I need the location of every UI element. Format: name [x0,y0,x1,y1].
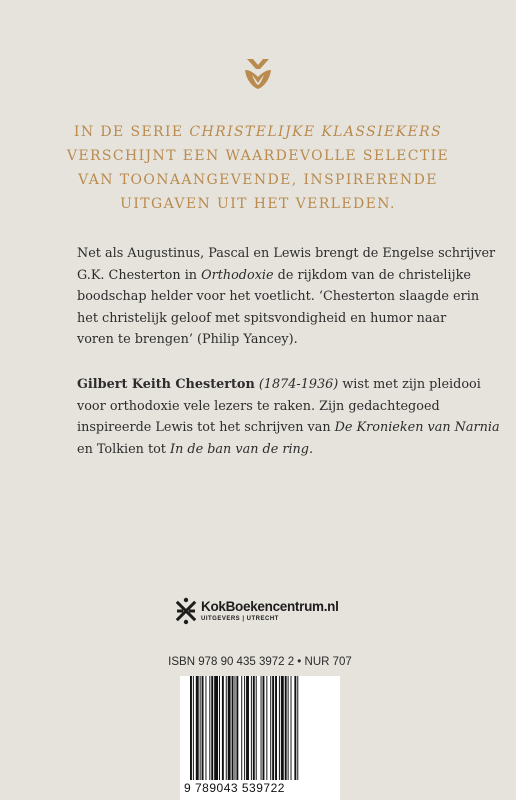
intro-line-3: VAN TOONAANGEVENDE, INSPIRERENDE [78,172,438,188]
barcode-bar [211,676,213,780]
barcode-bar [266,676,267,780]
barcode-bar [246,676,249,780]
book-title: Orthodoxie [201,267,274,283]
barcode-bar [200,676,201,780]
barcode-bar [209,676,210,780]
barcode-bar [219,676,220,780]
barcode-bar [263,676,265,780]
barcode-bar [270,676,271,780]
barcode-bar [241,676,242,780]
barcode-bar [232,676,234,780]
barcode-bars [190,676,335,786]
barcode-bar [285,676,287,780]
publisher-name: KokBoekencentrum.nl [201,599,339,614]
author-name: Gilbert Keith Chesterton [77,377,255,392]
publisher-logo [175,596,355,632]
intro-line-2: VERSCHIJNT EEN WAARDEVOLLE SELECTIE [66,148,450,164]
barcode-bar [261,676,262,780]
barcode-bar [234,676,235,780]
barcode-bar [256,676,257,780]
barcode-bar [196,676,199,780]
barcode-bar [275,676,277,780]
barcode-bar [228,676,231,780]
blurb-paragraph-2: Gilbert Keith Chesterton (1874-1936) wist met zijn pleidooi voor orthodoxie vele lezers te raken. Zijn gedachtegoed inspireerde Lewis tot het schrijven van De Kronieken van Narnia en Tolkien tot In de ban van de ring. [77,377,500,457]
kokboekencentrum-logo-icon [175,596,197,626]
barcode-bar [226,676,227,780]
barcode-bar [281,676,284,780]
barcode-bar [297,676,298,780]
barcode-bar [253,676,255,780]
barcode [180,676,340,800]
barcode-digits: 9 789043 539722 [184,781,285,795]
publisher-location: UITGEVERS | UTRECHT [201,616,279,622]
series-name: CHRISTELIJKE KLASSIEKERS [189,124,443,140]
barcode-bar [205,676,206,780]
barcode-bar [288,676,289,780]
barcode-bar [244,676,245,780]
isbn-nur-line: ISBN 978 90 435 3972 2 • NUR 707 [168,656,352,668]
barcode-bar [190,676,192,780]
barcode-bar [279,676,280,780]
barcode-bar [294,676,296,780]
ornament-icon [242,55,274,91]
barcode-bar [251,676,252,780]
intro-line-1: IN DE SERIE CHRISTELIJKE KLASSIEKERS [73,124,443,140]
series-intro [60,120,456,216]
intro-line-4: UITGAVEN UIT HET VERLEDEN. [120,196,396,212]
barcode-bar [214,676,218,780]
blurb-paragraph-1: Net als Augustinus, Pascal en Lewis brengt de Engelse schrijver G.K. Chesterton in Orthodoxie de rijkdom van de christelijke boodschap helder voor het voetlicht. ‘Chesterton slaagde erin het christelijk geloof met spitsvondigheid en humor naar voren te brengen’ (Philip Yancey). [77,246,496,347]
barcode-bar [236,676,238,780]
barcode-bar [291,676,292,780]
barcode-bar [222,676,224,780]
barcode-bar [202,676,204,780]
barcode-bar [272,676,274,780]
barcode-bar [193,676,194,780]
